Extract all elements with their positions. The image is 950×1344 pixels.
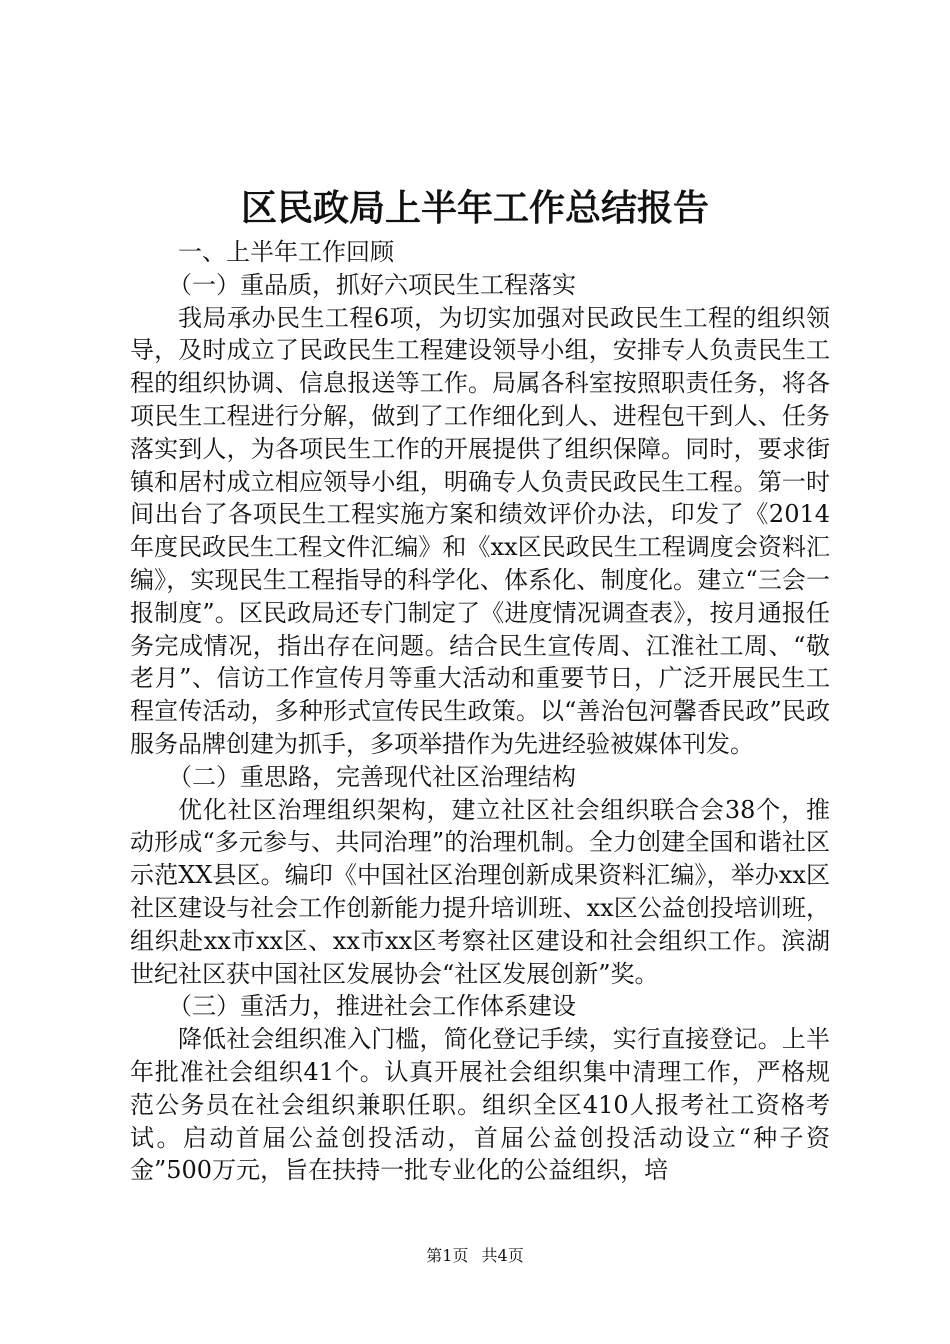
paragraph-2: 优化社区治理组织架构，建立社区社会组织联合会38个，推动形成“多元参与、共同治理”的治理机制。全力创建全国和谐社区示范XX县区。编印《中国社区治理创新成果资料汇编》，举办xx区社区建设与社会工作创新能力提升培训班、xx区公益创投培训班，组织赴xx市xx区、xx市xx区考察社区建设和社会组织工作。滨湖世纪社区获中国社区发展协会“社区发展创新”奖。	[130, 795, 830, 988]
page-total: 共4页	[481, 1246, 524, 1265]
subsection-heading-1: （一）重品质，抓好六项民生工程落实	[168, 270, 576, 299]
paragraph-3: 降低社会组织准入门槛，简化登记手续，实行直接登记。上半年批准社会组织41个。认真开展社会组织集中清理工作，严格规范公务员在社会组织兼职任职。组织全区410人报考社工资格考试。启动首届公益创投活动，首届公益创投活动设立“种子资金”500万元，旨在扶持一批专业化的公益组织，培	[130, 1025, 830, 1185]
paragraph-1: 我局承办民生工程6项，为切实加强对民政民生工程的组织领导，及时成立了民政民生工程建设领导小组，安排专人负责民生工程的组织协调、信息报送等工作。局属各科室按照职责任务，将各项民生工程进行分解，做到了工作细化到人、进程包干到人、任务落实到人，为各项民生工作的开展提供了组织保障。同时，要求街镇和居村成立相应领导小组，明确专人负责民政民生工程。第一时间出台了各项民生工程实施方案和绩效评价办法，印发了《2014年度民政民生工程文件汇编》和《xx区民政民生工程调度会资料汇编》，实现民生工程指导的科学化、体系化、制度化。建立“三会一报制度”。区民政局还专门制定了《进度情况调查表》，按月通报任务完成情况，指出存在问题。结合民生宣传周、江淮社工周、“敬老月”、信访工作宣传月等重大活动和重要节日，广泛开展民生工程宣传活动，多种形式宣传民生政策。以“善治包河馨香民政”民政服务品牌创建为抓手，多项举措作为先进经验被媒体刊发。	[130, 303, 830, 758]
page-footer	[0, 1244, 950, 1268]
subsection-heading-3: （三）重活力，推进社会工作体系建设	[168, 992, 576, 1021]
page-number: 第1页	[426, 1246, 469, 1265]
subsection-heading-2: （二）重思路，完善现代社区治理结构	[168, 762, 576, 791]
document-body	[130, 236, 830, 1187]
document-title: 区民政局上半年工作总结报告	[240, 187, 709, 229]
section-heading-1: 一、上半年工作回顾	[178, 238, 394, 266]
